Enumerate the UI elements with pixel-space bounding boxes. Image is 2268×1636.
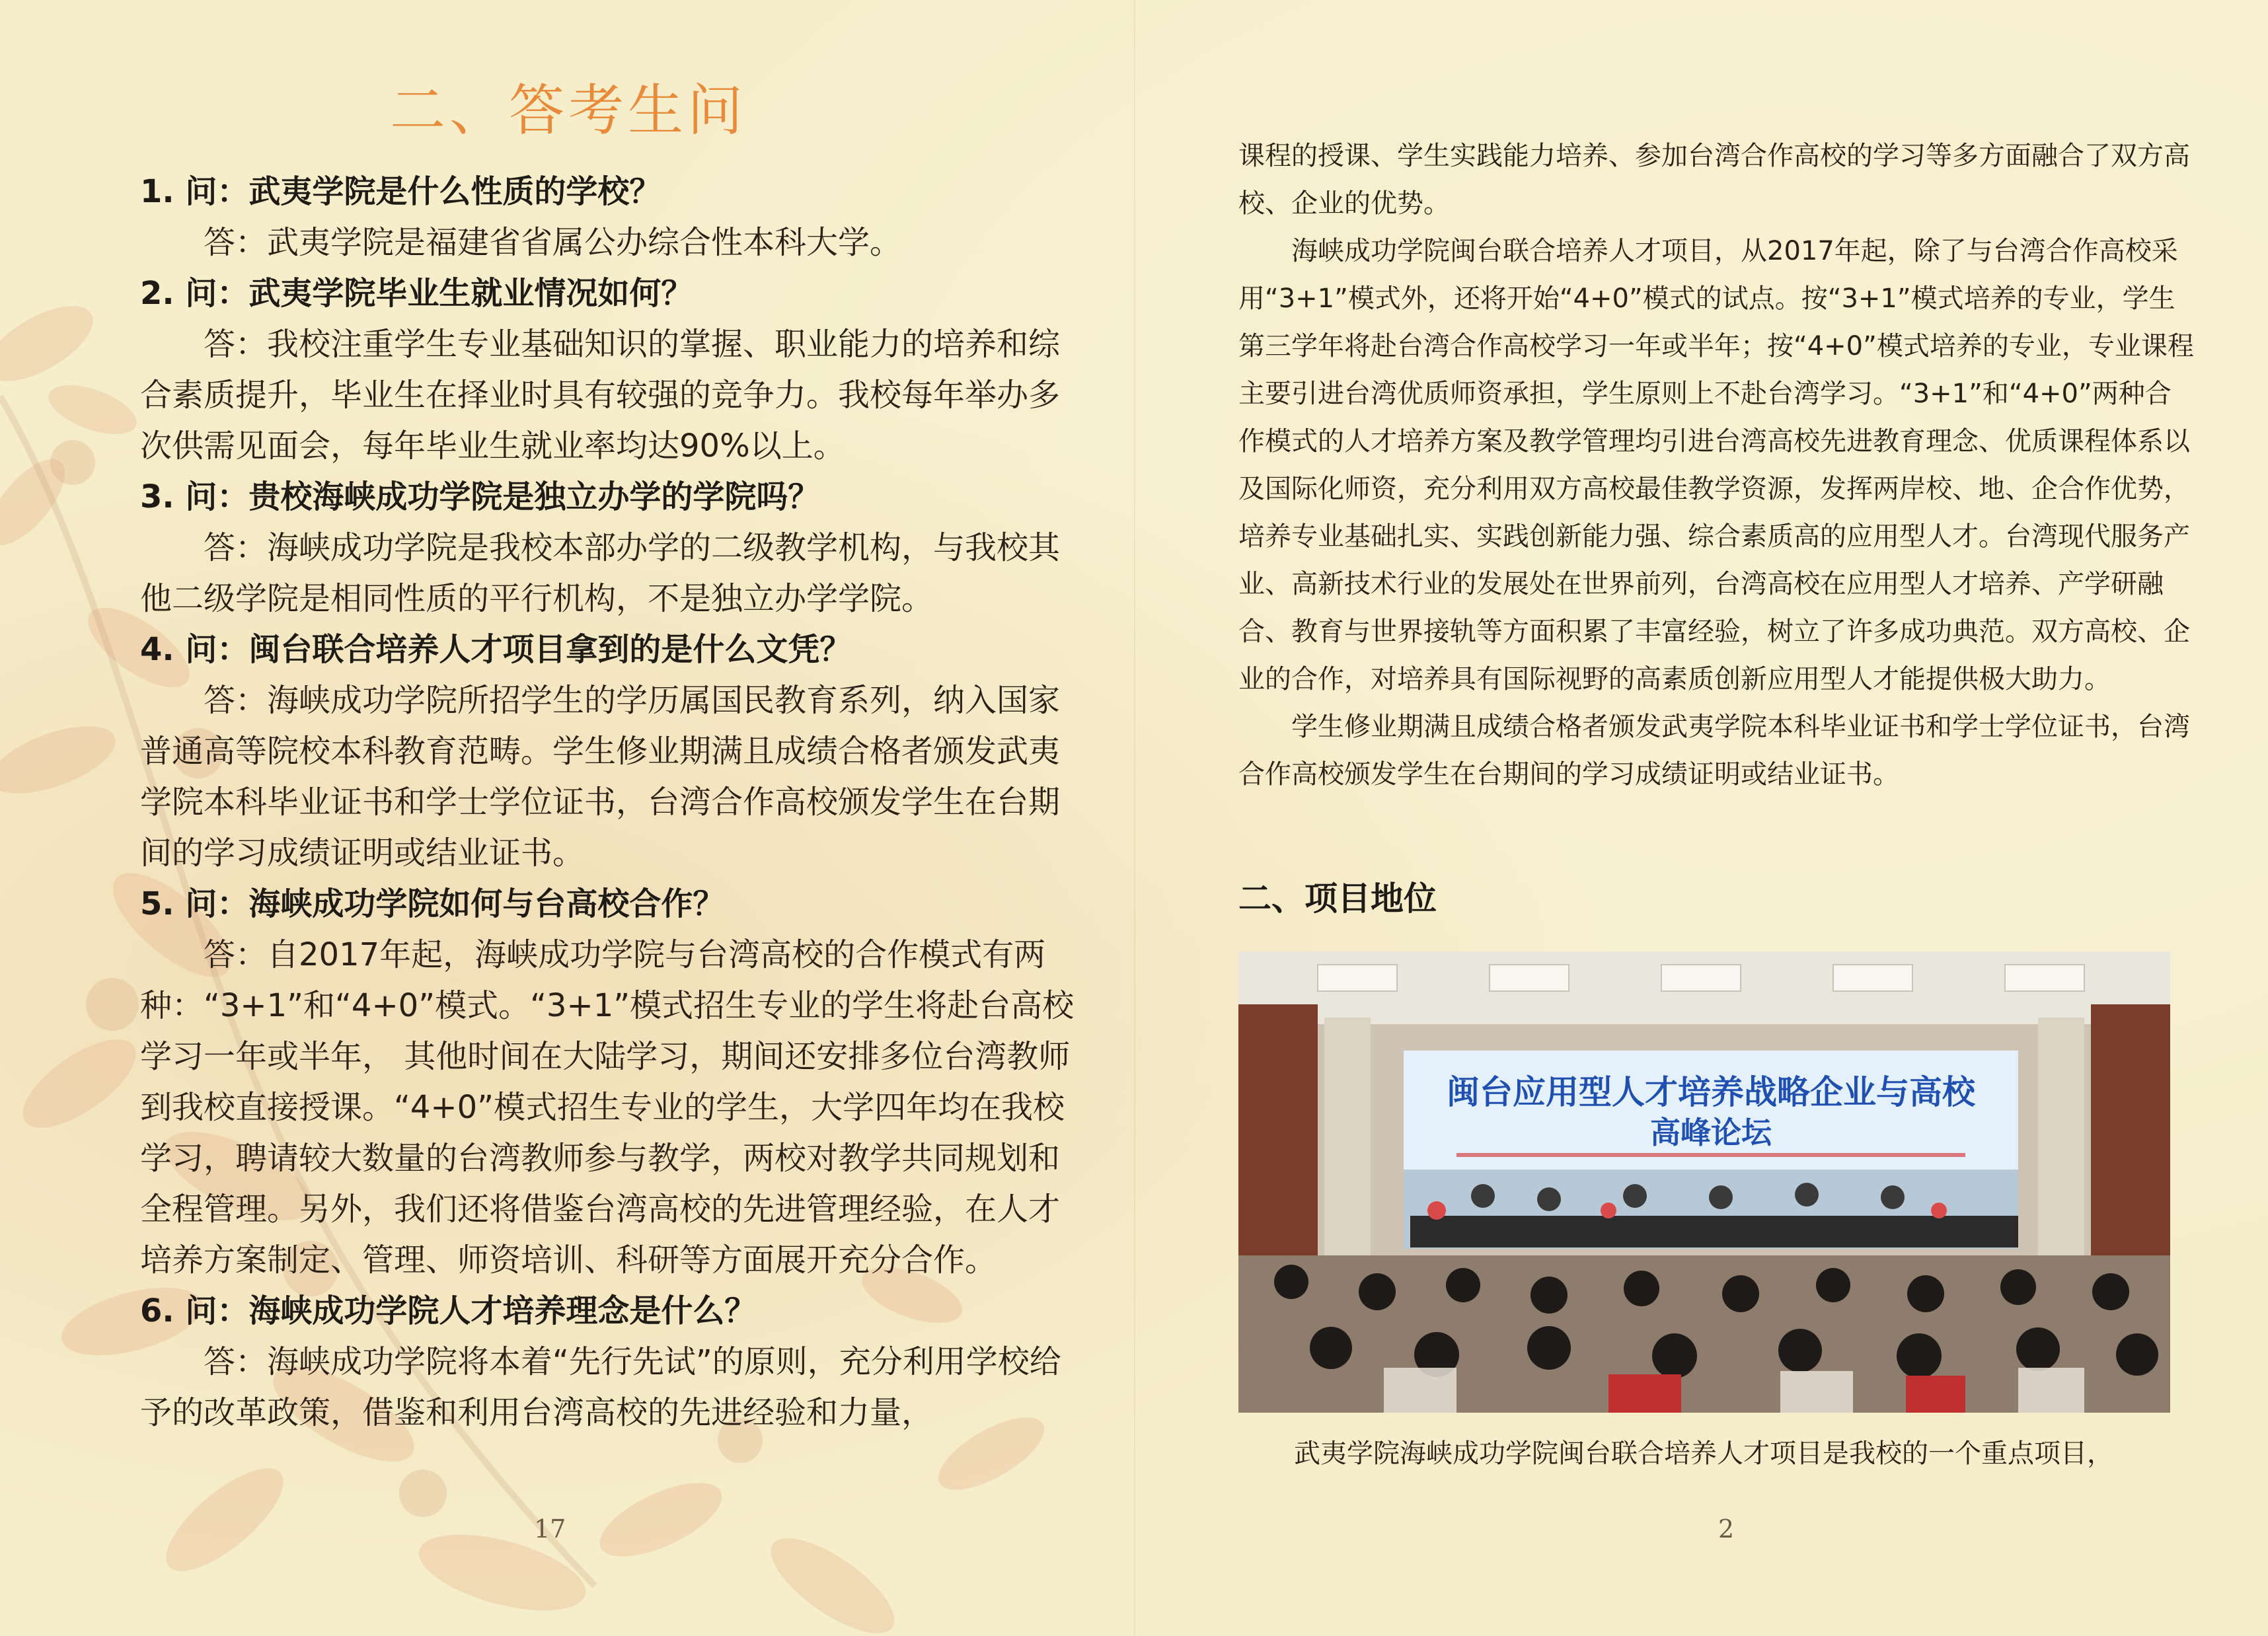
page-number-right: 2 — [1718, 1514, 1735, 1543]
answer-1: 答：武夷学院是福建省省属公办综合性本科大学。 — [204, 224, 902, 261]
right-page — [1134, 0, 2268, 1636]
project-status-heading: 二、项目地位 — [1238, 879, 1437, 918]
question-3: 3. 问：贵校海峡成功学院是独立办学的学院吗？ — [140, 478, 820, 515]
answer-2: 答：我校注重学生专业基础知识的掌握、职业能力的培养和综合素质提升，毕业生在择业时具有较强的竞争力。我校每年举办多次供需见面会，每年毕业生就业率均达90%以上。 — [140, 326, 1061, 465]
forum-photo — [1238, 951, 2170, 1413]
question-2: 2. 问：武夷学院毕业生就业情况如何？ — [140, 275, 693, 312]
right-paragraph-2: 海峡成功学院闽台联合培养人才项目，从2017年起，除了与台湾合作高校采用“3+1”模式外，还将开始“4+0”模式的试点。按“3+1”模式培养的专业，学生第三学年将赴台湾合作高校学习一年或半年；按“4+0”模式培养的专业，专业课程主要引进台湾优质师资承担，学生原则上不赴台湾学习。“3+1”和“4+0”两种合作模式的人才培养方案及教学管理均引进台湾高校先进教育理念、优质课程体系以及国际化师资，充分利用双方高校最佳教学资源，发挥两岸校、地、企合作优势，培养专业基础扎实、实践创新能力强、综合素质高的应用型人才。台湾现代服务产业、高新技术行业的发展处在世界前列，台湾高校在应用型人才培养、产学研融合、教育与世界接轨等方面积累了丰富经验，树立了许多成功典范。双方高校、企业的合作，对培养具有国际视野的高素质创新应用型人才能提供极大助力。 — [1238, 236, 2194, 694]
question-4: 4. 问：闽台联合培养人才项目拿到的是什么文凭？ — [140, 631, 852, 668]
section-title: 二、答考生问 — [390, 78, 747, 143]
answer-4: 答：海峡成功学院所招学生的学历属国民教育系列，纳入国家普通高等院校本科教育范畴。学生修业期满且成绩合格者颁发武夷学院本科毕业证书和学士学位证书，台湾合作高校颁发学生在台期间的学习成绩证明或结业证书。 — [140, 682, 1061, 872]
photo-caption: 武夷学院海峡成功学院闽台联合培养人才项目是我校的一个重点项目， — [1294, 1438, 2113, 1469]
banner-title: 闽台应用型人才培养战略企业与高校 — [1447, 1073, 1975, 1111]
page-number-left: 17 — [534, 1514, 566, 1543]
right-paragraph-1: 课程的授课、学生实践能力培养、参加台湾合作高校的学习等多方面融合了双方高校、企业的优势。 — [1238, 141, 2190, 219]
qa-list — [140, 167, 1078, 1438]
banner-subtitle: 高峰论坛 — [1650, 1115, 1772, 1150]
answer-5: 答：自2017年起，海峡成功学院与台湾高校的合作模式有两种：“3+1”和“4+0”模式。“3+1”模式招生专业的学生将赴台高校学习一年或半年， 其他时间在大陆学习，期间还安排多位台湾教师到我校直接授课。“4+0”模式招生专业的学生，大学四年均在我校学习，聘请较大数量的台湾教师参与教学，两校对教学共同规划和全程管理。另外，我们还将借鉴台湾高校的先进管理经验，在人才培养方案制定、管理、师资培训、科研等方面展开充分合作。 — [140, 936, 1075, 1279]
answer-3: 答：海峡成功学院是我校本部办学的二级教学机构，与我校其他二级学院是相同性质的平行机构，不是独立办学学院。 — [140, 529, 1061, 617]
right-body-text — [1238, 132, 2197, 798]
question-6: 6. 问：海峡成功学院人才培养理念是什么？ — [140, 1292, 757, 1329]
question-5: 5. 问：海峡成功学院如何与台高校合作？ — [140, 885, 725, 922]
forum-photo-illustration — [1238, 951, 2170, 1413]
question-1: 1. 问：武夷学院是什么性质的学校？ — [140, 173, 662, 210]
answer-6: 答：海峡成功学院将本着“先行先试”的原则，充分利用学校给予的改革政策，借鉴和利用台湾高校的先进经验和力量， — [140, 1343, 1061, 1431]
right-paragraph-3: 学生修业期满且成绩合格者颁发武夷学院本科毕业证书和学士学位证书，台湾合作高校颁发学生在台期间的学习成绩证明或结业证书。 — [1238, 712, 2190, 790]
